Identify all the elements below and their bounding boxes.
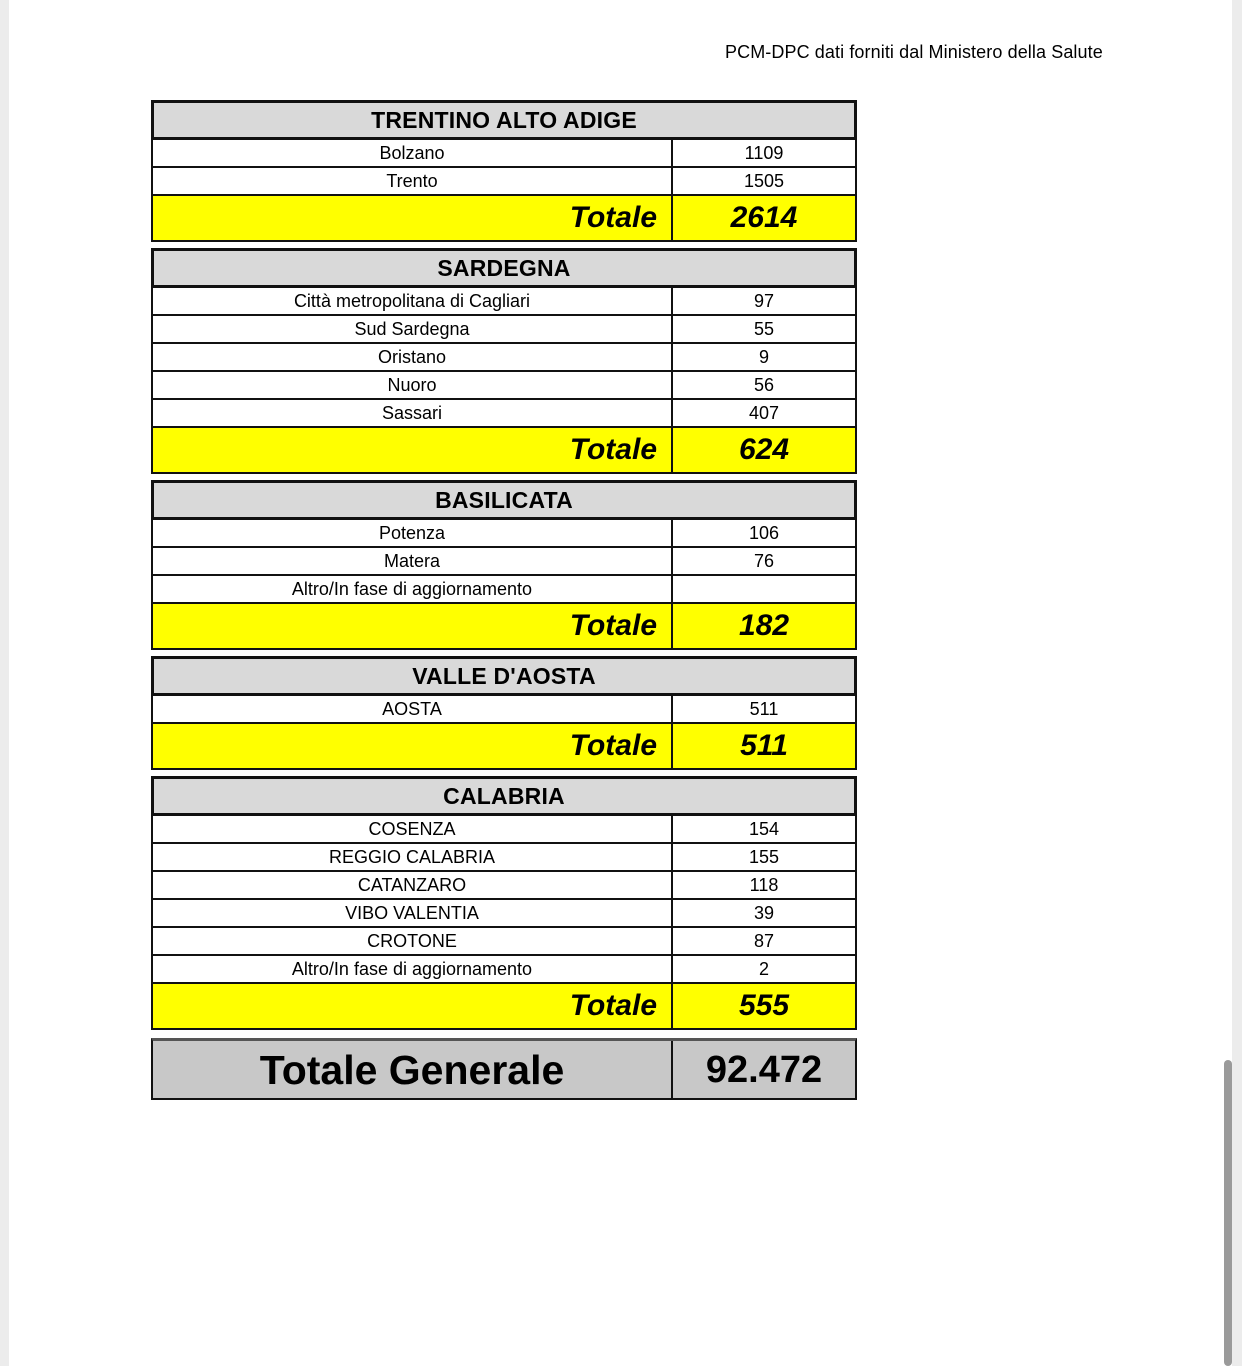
province-value: 106 <box>748 523 780 543</box>
table-row <box>151 288 857 316</box>
regions-container <box>151 100 857 1100</box>
province-name: Sud Sardegna <box>153 316 673 342</box>
grand-total-label: Totale Generale <box>153 1041 673 1098</box>
table-row <box>151 140 857 168</box>
total-label: Totale <box>153 984 673 1028</box>
region-table-sardegna <box>151 248 857 474</box>
region-header: BASILICATA <box>151 480 857 520</box>
table-row <box>151 344 857 372</box>
table-row <box>151 168 857 196</box>
table-row <box>151 872 857 900</box>
province-name: Altro/In fase di aggiornamento <box>153 576 673 602</box>
province-value: 1505 <box>743 171 785 191</box>
table-row <box>151 372 857 400</box>
total-value: 511 <box>740 729 788 762</box>
province-value: 97 <box>753 291 775 311</box>
table-row <box>151 696 857 724</box>
province-name: Città metropolitana di Cagliari <box>153 288 673 314</box>
province-value: 76 <box>753 551 775 571</box>
total-value: 2614 <box>730 201 798 234</box>
province-name: Sassari <box>153 400 673 426</box>
region-table-valle-daosta <box>151 656 857 770</box>
document-page <box>9 0 1232 1366</box>
province-name: Oristano <box>153 344 673 370</box>
total-row <box>151 196 857 242</box>
table-row <box>151 400 857 428</box>
total-label: Totale <box>153 724 673 768</box>
province-value: 9 <box>758 347 769 367</box>
table-row <box>151 548 857 576</box>
province-value: 56 <box>753 375 775 395</box>
province-name: CROTONE <box>153 928 673 954</box>
total-row <box>151 724 857 770</box>
province-name: Bolzano <box>153 140 673 166</box>
total-value: 182 <box>738 609 790 642</box>
province-value: 511 <box>749 699 779 719</box>
table-row <box>151 576 857 604</box>
province-name: COSENZA <box>153 816 673 842</box>
grand-total-row <box>151 1038 857 1100</box>
table-row <box>151 900 857 928</box>
province-value: 154 <box>748 819 780 839</box>
table-row <box>151 816 857 844</box>
grand-total-value: 92.472 <box>705 1049 823 1091</box>
province-value: 407 <box>748 403 780 423</box>
total-row <box>151 984 857 1030</box>
table-row <box>151 844 857 872</box>
province-value: 87 <box>753 931 775 951</box>
region-table-basilicata <box>151 480 857 650</box>
table-row <box>151 520 857 548</box>
table-row <box>151 928 857 956</box>
province-value: 155 <box>748 847 780 867</box>
province-name: Trento <box>153 168 673 194</box>
province-name: VIBO VALENTIA <box>153 900 673 926</box>
total-label: Totale <box>153 428 673 472</box>
total-label: Totale <box>153 196 673 240</box>
province-value <box>673 576 855 602</box>
region-header: SARDEGNA <box>151 248 857 288</box>
province-name: REGGIO CALABRIA <box>153 844 673 870</box>
table-row <box>151 316 857 344</box>
region-table-calabria <box>151 776 857 1030</box>
province-name: CATANZARO <box>153 872 673 898</box>
total-value: 624 <box>738 433 790 466</box>
region-table-trentino <box>151 100 857 242</box>
province-name: Nuoro <box>153 372 673 398</box>
province-value: 2 <box>758 959 769 979</box>
province-name: Potenza <box>153 520 673 546</box>
region-header: TRENTINO ALTO ADIGE <box>151 100 857 140</box>
province-value: 55 <box>753 319 775 339</box>
total-label: Totale <box>153 604 673 648</box>
province-value: 118 <box>749 875 779 895</box>
province-value: 1109 <box>744 143 784 163</box>
vertical-scrollbar[interactable] <box>1224 1060 1232 1366</box>
region-header: VALLE D'AOSTA <box>151 656 857 696</box>
total-value: 555 <box>738 989 790 1022</box>
source-note: PCM-DPC dati forniti dal Ministero della Salute <box>725 42 1103 62</box>
total-row <box>151 428 857 474</box>
province-name: Altro/In fase di aggiornamento <box>153 956 673 982</box>
total-row <box>151 604 857 650</box>
region-header: CALABRIA <box>151 776 857 816</box>
province-value: 39 <box>753 903 775 923</box>
province-name: Matera <box>153 548 673 574</box>
table-row <box>151 956 857 984</box>
province-name: AOSTA <box>153 696 673 722</box>
